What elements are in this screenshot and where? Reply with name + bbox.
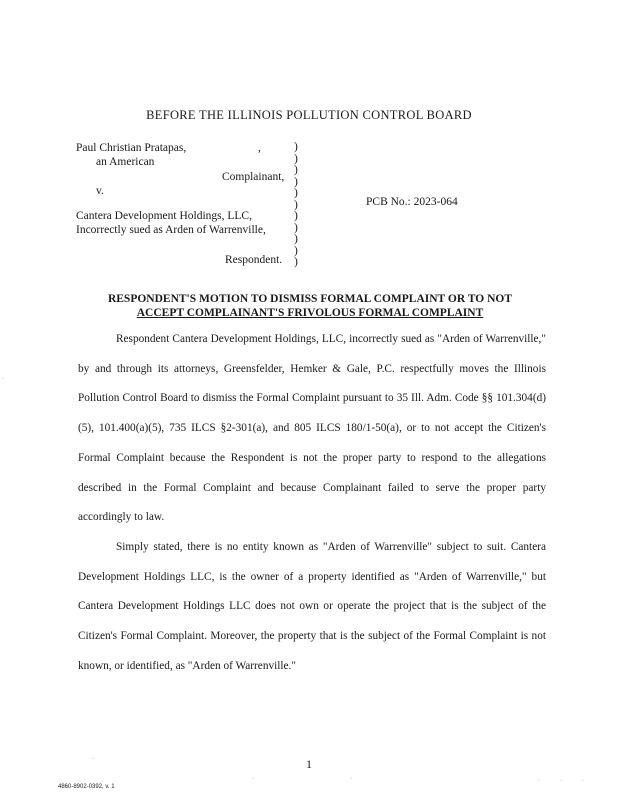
complainant-desc: an American [96,156,155,168]
scan-speck: · [538,778,540,784]
motion-body [78,325,546,681]
paragraph-2: Simply stated, there is no entity known as "Arden of Warrenville" subject to suit. Cantera Development Holdings LLC, is the owner of a property identified as "Arden of Warrenville," but Cantera Development Holdings LLC does not own or operate the project that is the subject of the Citizen's Formal Complaint. Moreover, the property that is the subject of the Formal Complaint is not known, or identified, as "Arden of Warrenville." [78,540,546,672]
versus: v. [96,185,104,197]
document-footer-code: 4860-8902-0392, v. 1 [58,784,115,790]
caption-divider: ) ) ) ) ) ) ) ) ) ) ) [294,141,298,268]
scan-speck: · [252,776,254,782]
respondent-role: Respondent. [225,254,283,266]
scan-speck: · [560,778,562,784]
court-heading: BEFORE THE ILLINOIS POLLUTION CONTROL BOARD [146,108,472,122]
page-number: 1 [306,757,312,771]
respondent-name: Cantera Development Holdings, LLC, [76,210,252,222]
paragraph-1: Respondent Cantera Development Holdings, LLC, incorrectly sued as "Arden of Warrenville," by and through its attorneys, Greensfelder, Hemker & Gale, P.C. respectfully moves the Illinois Pollution Control Board to dismiss the Formal Complaint pursuant to 35 Ill. Adm. Code §§ 101.304(d)(5), 101.400(a)(5), 735 ILCS §2-301(a), and 805 ILCS 180/1-50(a), or to not accept the Citizen's Formal Complaint because the Respondent is not the proper party to respond to the allegations described in the Formal Complaint and because Complainant failed to serve the proper party accordingly to law. [78,333,546,524]
complainant-name: Paul Christian Pratapas, [76,142,187,154]
motion-title-line2: ACCEPT COMPLAINANT'S FRIVOLOUS FORMAL COMPLAINT [136,307,484,319]
scan-speck: · [92,756,94,762]
caption-comma: , [258,142,261,154]
motion-title-line1: RESPONDENT'S MOTION TO DISMISS FORMAL COMPLAINT OR TO NOT [107,293,513,305]
case-number: PCB No.: 2023-064 [366,196,458,208]
complainant-role: Complainant, [222,171,285,183]
respondent-desc: Incorrectly sued as Arden of Warrenville, [76,224,266,236]
scan-speck: · [350,776,352,782]
scan-speck: · [582,778,584,784]
motion-title [60,292,560,320]
scan-speck: · [2,376,4,382]
